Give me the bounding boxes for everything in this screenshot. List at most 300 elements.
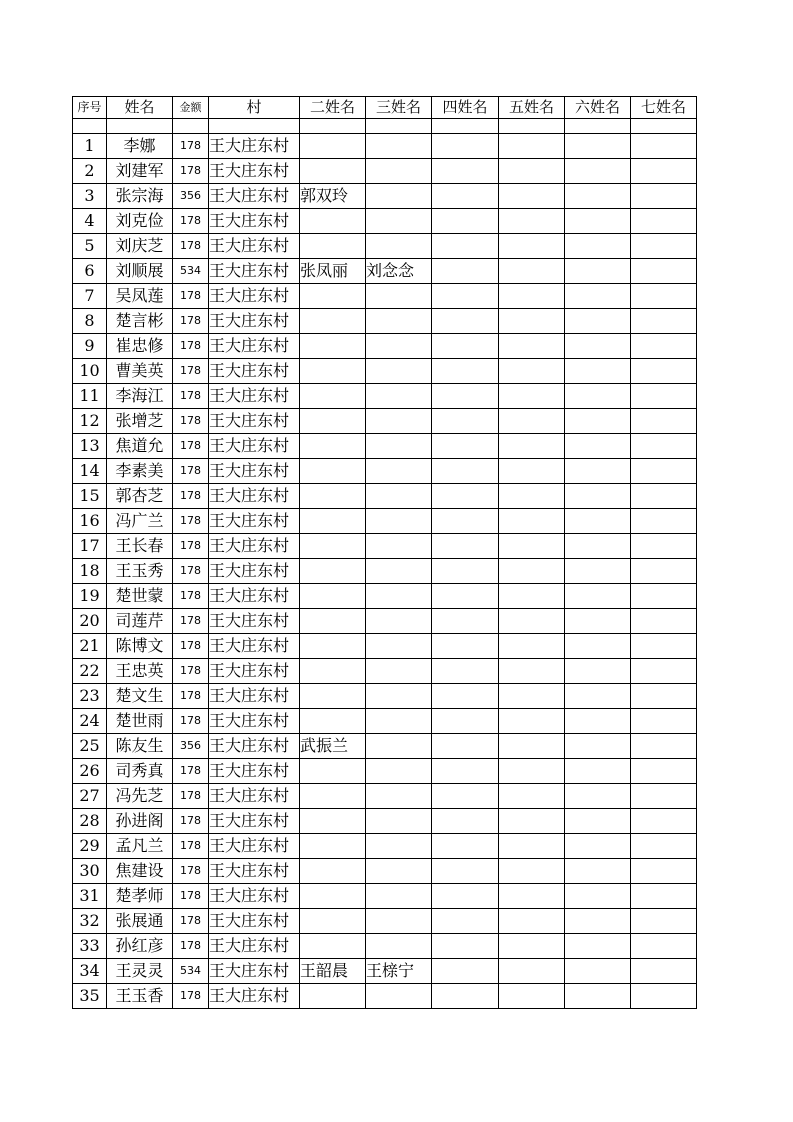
- extra-name-cell-3: [366, 434, 432, 459]
- name-cell: 焦道允: [107, 434, 173, 459]
- seq-cell: 13: [73, 434, 107, 459]
- extra-name-cell-5: [499, 759, 565, 784]
- blank-cell: [366, 119, 432, 134]
- seq-cell: 30: [73, 859, 107, 884]
- extra-name-cell-4: [432, 259, 499, 284]
- extra-name-cell-2: [300, 334, 366, 359]
- name-cell: 刘庆芝: [107, 234, 173, 259]
- extra-name-cell-2: [300, 809, 366, 834]
- name-cell: 楚言彬: [107, 309, 173, 334]
- village-cell: 王大庄东村: [209, 809, 300, 834]
- extra-name-cell-7: [631, 384, 697, 409]
- table-row: [73, 684, 697, 709]
- name-cell: 王忠英: [107, 659, 173, 684]
- name-cell: 刘顺展: [107, 259, 173, 284]
- extra-name-cell-4: [432, 384, 499, 409]
- extra-name-cell-6: [565, 884, 631, 909]
- extra-name-cell-5: [499, 784, 565, 809]
- amount-cell: 178: [173, 459, 209, 484]
- amount-cell: 178: [173, 284, 209, 309]
- amount-cell: 178: [173, 884, 209, 909]
- village-cell: 王大庄东村: [209, 359, 300, 384]
- extra-name-cell-2: [300, 384, 366, 409]
- village-cell: 王大庄东村: [209, 734, 300, 759]
- table-row: [73, 659, 697, 684]
- table-row: [73, 934, 697, 959]
- table-row: [73, 484, 697, 509]
- extra-name-cell-2: [300, 584, 366, 609]
- extra-name-cell-2: 武振兰: [300, 734, 366, 759]
- extra-name-cell-6: [565, 684, 631, 709]
- extra-name-cell-7: [631, 909, 697, 934]
- extra-name-cell-3: [366, 784, 432, 809]
- extra-name-cell-4: [432, 734, 499, 759]
- roster-table: [72, 96, 697, 1009]
- amount-cell: 178: [173, 534, 209, 559]
- name-cell: 楚世蒙: [107, 584, 173, 609]
- village-cell: 王大庄东村: [209, 509, 300, 534]
- extra-name-cell-4: [432, 884, 499, 909]
- extra-name-cell-5: [499, 509, 565, 534]
- extra-name-cell-6: [565, 784, 631, 809]
- name-cell: 焦建设: [107, 859, 173, 884]
- table-row: [73, 709, 697, 734]
- extra-name-cell-3: [366, 334, 432, 359]
- extra-name-cell-6: [565, 909, 631, 934]
- name-cell: 郭杏芝: [107, 484, 173, 509]
- extra-name-cell-6: [565, 559, 631, 584]
- extra-name-cell-5: [499, 359, 565, 384]
- extra-name-cell-2: [300, 634, 366, 659]
- extra-name-cell-3: 王榇宁: [366, 959, 432, 984]
- table-row: [73, 859, 697, 884]
- extra-name-cell-3: [366, 859, 432, 884]
- blank-cell: [565, 119, 631, 134]
- extra-name-cell-5: [499, 259, 565, 284]
- seq-cell: 32: [73, 909, 107, 934]
- seq-cell: 1: [73, 134, 107, 159]
- name-cell: 孙红彦: [107, 934, 173, 959]
- extra-name-cell-4: [432, 134, 499, 159]
- extra-name-cell-2: [300, 559, 366, 584]
- name-cell: 冯先芝: [107, 784, 173, 809]
- extra-name-cell-6: [565, 634, 631, 659]
- table-row: [73, 509, 697, 534]
- extra-name-cell-2: [300, 134, 366, 159]
- village-cell: 王大庄东村: [209, 409, 300, 434]
- extra-name-cell-4: [432, 284, 499, 309]
- blank-cell: [107, 119, 173, 134]
- name-cell: 楚文生: [107, 684, 173, 709]
- extra-name-cell-6: [565, 509, 631, 534]
- extra-name-cell-5: [499, 609, 565, 634]
- extra-name-cell-3: [366, 709, 432, 734]
- name-cell: 刘克俭: [107, 209, 173, 234]
- village-cell: 王大庄东村: [209, 184, 300, 209]
- seq-cell: 24: [73, 709, 107, 734]
- village-cell: 王大庄东村: [209, 559, 300, 584]
- extra-name-cell-6: [565, 384, 631, 409]
- seq-cell: 9: [73, 334, 107, 359]
- village-cell: 王大庄东村: [209, 309, 300, 334]
- extra-name-cell-3: [366, 159, 432, 184]
- blank-cell: [73, 119, 107, 134]
- extra-name-cell-6: [565, 609, 631, 634]
- table-row: [73, 209, 697, 234]
- amount-cell: 178: [173, 784, 209, 809]
- extra-name-cell-2: [300, 309, 366, 334]
- extra-name-cell-7: [631, 884, 697, 909]
- extra-name-cell-7: [631, 759, 697, 784]
- amount-cell: 178: [173, 984, 209, 1009]
- extra-name-cell-6: [565, 534, 631, 559]
- header-amount: 金额: [173, 97, 209, 119]
- extra-name-cell-5: [499, 459, 565, 484]
- table-row: [73, 959, 697, 984]
- extra-name-cell-7: [631, 609, 697, 634]
- name-cell: 王长春: [107, 534, 173, 559]
- village-cell: 王大庄东村: [209, 859, 300, 884]
- extra-name-cell-7: [631, 534, 697, 559]
- extra-name-cell-5: [499, 584, 565, 609]
- name-cell: 张展通: [107, 909, 173, 934]
- extra-name-cell-4: [432, 634, 499, 659]
- extra-name-cell-6: [565, 659, 631, 684]
- amount-cell: 178: [173, 609, 209, 634]
- extra-name-cell-4: [432, 584, 499, 609]
- table-row: [73, 809, 697, 834]
- amount-cell: 178: [173, 759, 209, 784]
- blank-cell: [631, 119, 697, 134]
- village-cell: 王大庄东村: [209, 984, 300, 1009]
- extra-name-cell-7: [631, 409, 697, 434]
- extra-name-cell-3: [366, 984, 432, 1009]
- village-cell: 王大庄东村: [209, 834, 300, 859]
- seq-cell: 34: [73, 959, 107, 984]
- village-cell: 王大庄东村: [209, 384, 300, 409]
- table-row: [73, 909, 697, 934]
- name-cell: 陈博文: [107, 634, 173, 659]
- amount-cell: 178: [173, 709, 209, 734]
- extra-name-cell-3: [366, 684, 432, 709]
- extra-name-cell-2: [300, 434, 366, 459]
- extra-name-cell-5: [499, 284, 565, 309]
- extra-name-cell-3: [366, 609, 432, 634]
- extra-name-cell-4: [432, 834, 499, 859]
- extra-name-cell-2: [300, 834, 366, 859]
- extra-name-cell-5: [499, 134, 565, 159]
- extra-name-cell-3: 刘念念: [366, 259, 432, 284]
- extra-name-cell-3: [366, 234, 432, 259]
- extra-name-cell-2: [300, 759, 366, 784]
- amount-cell: 178: [173, 584, 209, 609]
- name-cell: 楚孝师: [107, 884, 173, 909]
- table-row: [73, 134, 697, 159]
- extra-name-cell-7: [631, 959, 697, 984]
- extra-name-cell-5: [499, 809, 565, 834]
- name-cell: 孟凡兰: [107, 834, 173, 859]
- extra-name-cell-4: [432, 984, 499, 1009]
- amount-cell: 178: [173, 484, 209, 509]
- amount-cell: 178: [173, 684, 209, 709]
- extra-name-cell-5: [499, 309, 565, 334]
- blank-cell: [209, 119, 300, 134]
- name-cell: 张宗海: [107, 184, 173, 209]
- seq-cell: 4: [73, 209, 107, 234]
- name-cell: 楚世雨: [107, 709, 173, 734]
- extra-name-cell-4: [432, 359, 499, 384]
- extra-name-cell-3: [366, 559, 432, 584]
- extra-name-cell-3: [366, 359, 432, 384]
- seq-cell: 6: [73, 259, 107, 284]
- header-name-7: 七姓名: [631, 97, 697, 119]
- extra-name-cell-7: [631, 459, 697, 484]
- village-cell: 王大庄东村: [209, 459, 300, 484]
- extra-name-cell-7: [631, 234, 697, 259]
- village-cell: 王大庄东村: [209, 209, 300, 234]
- name-cell: 王玉香: [107, 984, 173, 1009]
- extra-name-cell-6: [565, 859, 631, 884]
- extra-name-cell-4: [432, 609, 499, 634]
- extra-name-cell-5: [499, 559, 565, 584]
- extra-name-cell-2: [300, 359, 366, 384]
- extra-name-cell-7: [631, 259, 697, 284]
- amount-cell: 178: [173, 859, 209, 884]
- name-cell: 张增芝: [107, 409, 173, 434]
- blank-cell: [499, 119, 565, 134]
- village-cell: 王大庄东村: [209, 434, 300, 459]
- extra-name-cell-7: [631, 709, 697, 734]
- extra-name-cell-6: [565, 134, 631, 159]
- extra-name-cell-5: [499, 634, 565, 659]
- table-row: [73, 284, 697, 309]
- seq-cell: 28: [73, 809, 107, 834]
- village-cell: 王大庄东村: [209, 484, 300, 509]
- extra-name-cell-7: [631, 984, 697, 1009]
- extra-name-cell-6: [565, 209, 631, 234]
- seq-cell: 14: [73, 459, 107, 484]
- extra-name-cell-7: [631, 834, 697, 859]
- amount-cell: 178: [173, 659, 209, 684]
- village-cell: 王大庄东村: [209, 659, 300, 684]
- amount-cell: 178: [173, 134, 209, 159]
- extra-name-cell-3: [366, 509, 432, 534]
- extra-name-cell-3: [366, 884, 432, 909]
- extra-name-cell-3: [366, 634, 432, 659]
- seq-cell: 23: [73, 684, 107, 709]
- extra-name-cell-4: [432, 334, 499, 359]
- table-row: [73, 359, 697, 384]
- seq-cell: 19: [73, 584, 107, 609]
- amount-cell: 178: [173, 909, 209, 934]
- table-row: [73, 634, 697, 659]
- header-village: 村: [209, 97, 300, 119]
- extra-name-cell-7: [631, 284, 697, 309]
- village-cell: 王大庄东村: [209, 709, 300, 734]
- seq-cell: 2: [73, 159, 107, 184]
- extra-name-cell-6: [565, 484, 631, 509]
- amount-cell: 178: [173, 309, 209, 334]
- extra-name-cell-7: [631, 784, 697, 809]
- amount-cell: 178: [173, 834, 209, 859]
- extra-name-cell-4: [432, 209, 499, 234]
- seq-cell: 5: [73, 234, 107, 259]
- extra-name-cell-4: [432, 434, 499, 459]
- extra-name-cell-5: [499, 859, 565, 884]
- extra-name-cell-4: [432, 159, 499, 184]
- extra-name-cell-6: [565, 984, 631, 1009]
- name-cell: 李素美: [107, 459, 173, 484]
- extra-name-cell-5: [499, 934, 565, 959]
- extra-name-cell-2: [300, 459, 366, 484]
- extra-name-cell-2: 张凤丽: [300, 259, 366, 284]
- extra-name-cell-4: [432, 784, 499, 809]
- amount-cell: 534: [173, 259, 209, 284]
- seq-cell: 17: [73, 534, 107, 559]
- amount-cell: 178: [173, 509, 209, 534]
- name-cell: 李海江: [107, 384, 173, 409]
- extra-name-cell-3: [366, 409, 432, 434]
- extra-name-cell-4: [432, 459, 499, 484]
- village-cell: 王大庄东村: [209, 784, 300, 809]
- village-cell: 王大庄东村: [209, 134, 300, 159]
- village-cell: 王大庄东村: [209, 159, 300, 184]
- extra-name-cell-3: [366, 384, 432, 409]
- name-cell: 吴凤莲: [107, 284, 173, 309]
- name-cell: 孙进阁: [107, 809, 173, 834]
- extra-name-cell-3: [366, 809, 432, 834]
- name-cell: 陈友生: [107, 734, 173, 759]
- table-body: [73, 134, 697, 1009]
- village-cell: 王大庄东村: [209, 534, 300, 559]
- extra-name-cell-6: [565, 409, 631, 434]
- village-cell: 王大庄东村: [209, 684, 300, 709]
- extra-name-cell-5: [499, 334, 565, 359]
- amount-cell: 178: [173, 934, 209, 959]
- extra-name-cell-3: [366, 584, 432, 609]
- extra-name-cell-3: [366, 759, 432, 784]
- village-cell: 王大庄东村: [209, 234, 300, 259]
- extra-name-cell-2: [300, 234, 366, 259]
- name-cell: 司秀真: [107, 759, 173, 784]
- extra-name-cell-2: [300, 409, 366, 434]
- extra-name-cell-6: [565, 259, 631, 284]
- table-row: [73, 334, 697, 359]
- extra-name-cell-2: 郭双玲: [300, 184, 366, 209]
- extra-name-cell-7: [631, 134, 697, 159]
- extra-name-cell-4: [432, 959, 499, 984]
- seq-cell: 16: [73, 509, 107, 534]
- seq-cell: 25: [73, 734, 107, 759]
- extra-name-cell-5: [499, 159, 565, 184]
- table-row: [73, 459, 697, 484]
- table-row: [73, 234, 697, 259]
- extra-name-cell-4: [432, 559, 499, 584]
- extra-name-cell-7: [631, 809, 697, 834]
- table-row: [73, 309, 697, 334]
- extra-name-cell-2: [300, 934, 366, 959]
- table-row: [73, 984, 697, 1009]
- table-row: [73, 409, 697, 434]
- seq-cell: 15: [73, 484, 107, 509]
- seq-cell: 21: [73, 634, 107, 659]
- seq-cell: 10: [73, 359, 107, 384]
- extra-name-cell-2: [300, 784, 366, 809]
- extra-name-cell-6: [565, 809, 631, 834]
- extra-name-cell-5: [499, 234, 565, 259]
- extra-name-cell-7: [631, 584, 697, 609]
- extra-name-cell-6: [565, 309, 631, 334]
- seq-cell: 7: [73, 284, 107, 309]
- extra-name-cell-6: [565, 159, 631, 184]
- seq-cell: 33: [73, 934, 107, 959]
- extra-name-cell-5: [499, 184, 565, 209]
- extra-name-cell-3: [366, 934, 432, 959]
- name-cell: 王玉秀: [107, 559, 173, 584]
- extra-name-cell-4: [432, 934, 499, 959]
- extra-name-cell-6: [565, 834, 631, 859]
- table-row: [73, 384, 697, 409]
- blank-cell: [432, 119, 499, 134]
- table-row: [73, 734, 697, 759]
- name-cell: 司莲芹: [107, 609, 173, 634]
- extra-name-cell-3: [366, 484, 432, 509]
- seq-cell: 35: [73, 984, 107, 1009]
- amount-cell: 178: [173, 559, 209, 584]
- extra-name-cell-7: [631, 509, 697, 534]
- header-name-5: 五姓名: [499, 97, 565, 119]
- extra-name-cell-2: 王韶晨: [300, 959, 366, 984]
- village-cell: 王大庄东村: [209, 959, 300, 984]
- amount-cell: 178: [173, 409, 209, 434]
- name-cell: 曹美英: [107, 359, 173, 384]
- extra-name-cell-4: [432, 909, 499, 934]
- seq-cell: 20: [73, 609, 107, 634]
- table-row: [73, 884, 697, 909]
- amount-cell: 178: [173, 359, 209, 384]
- extra-name-cell-6: [565, 459, 631, 484]
- extra-name-cell-6: [565, 334, 631, 359]
- amount-cell: 178: [173, 634, 209, 659]
- extra-name-cell-4: [432, 859, 499, 884]
- extra-name-cell-4: [432, 309, 499, 334]
- extra-name-cell-2: [300, 509, 366, 534]
- header-name-4: 四姓名: [432, 97, 499, 119]
- extra-name-cell-5: [499, 959, 565, 984]
- amount-cell: 534: [173, 959, 209, 984]
- extra-name-cell-6: [565, 934, 631, 959]
- extra-name-cell-5: [499, 209, 565, 234]
- extra-name-cell-7: [631, 359, 697, 384]
- extra-name-cell-7: [631, 559, 697, 584]
- extra-name-cell-5: [499, 484, 565, 509]
- village-cell: 王大庄东村: [209, 934, 300, 959]
- extra-name-cell-6: [565, 584, 631, 609]
- table-row: [73, 759, 697, 784]
- extra-name-cell-4: [432, 484, 499, 509]
- amount-cell: 356: [173, 734, 209, 759]
- extra-name-cell-7: [631, 159, 697, 184]
- header-name-3: 三姓名: [366, 97, 432, 119]
- table-row: [73, 559, 697, 584]
- table-row: [73, 534, 697, 559]
- extra-name-cell-5: [499, 534, 565, 559]
- extra-name-cell-4: [432, 509, 499, 534]
- extra-name-cell-2: [300, 684, 366, 709]
- extra-name-cell-4: [432, 759, 499, 784]
- amount-cell: 178: [173, 334, 209, 359]
- extra-name-cell-6: [565, 959, 631, 984]
